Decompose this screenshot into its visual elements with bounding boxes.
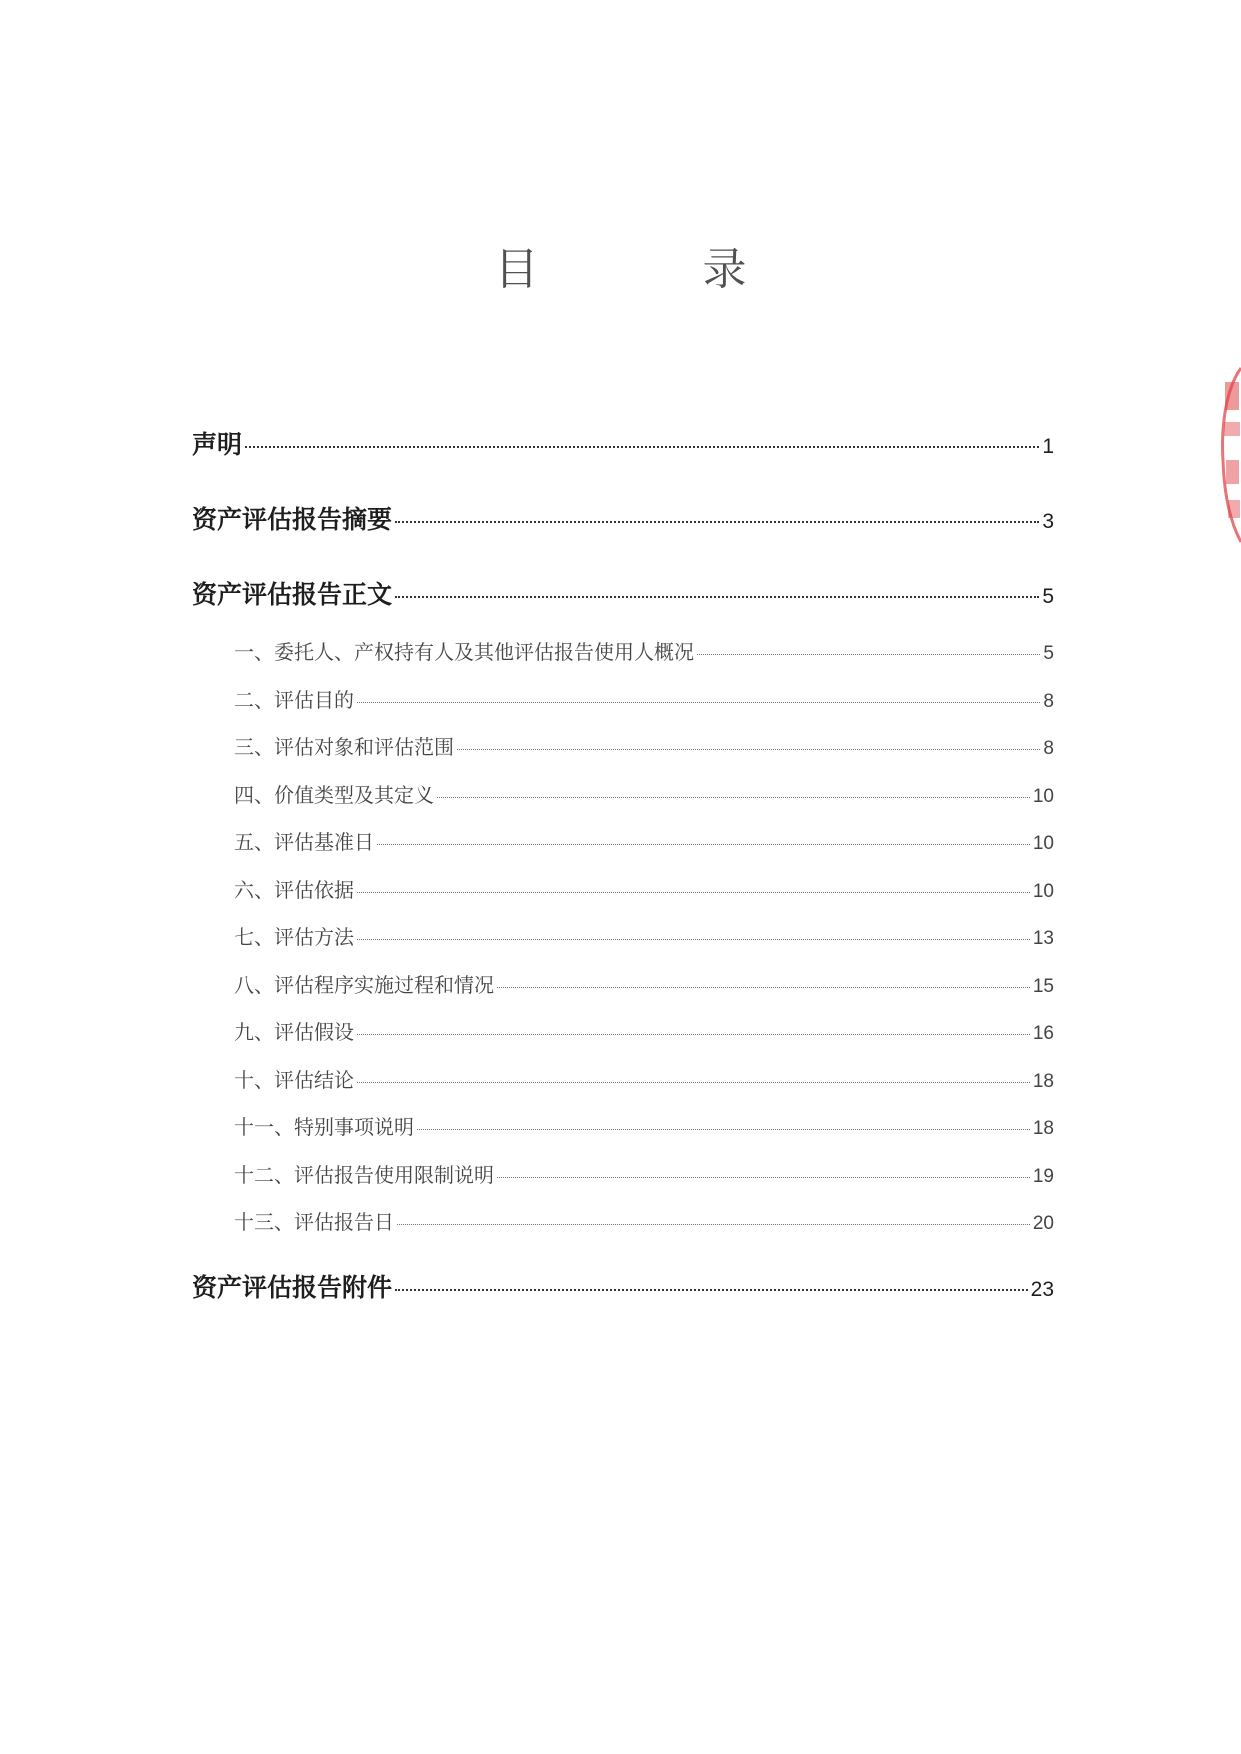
toc-subentry[interactable]	[234, 1111, 1054, 1140]
toc-subentry-label: 二、评估目的	[234, 688, 354, 712]
dot-leader	[497, 1177, 1030, 1178]
toc-subentry-label: 十二、评估报告使用限制说明	[234, 1163, 494, 1187]
toc-subentry-page: 8	[1043, 691, 1054, 712]
toc-subentry[interactable]	[234, 731, 1054, 760]
toc-entry-main-text[interactable]	[192, 575, 1054, 611]
toc-subentry-label: 一、委托人、产权持有人及其他评估报告使用人概况	[234, 640, 694, 664]
toc-subentry[interactable]	[234, 1206, 1054, 1235]
dot-leader	[437, 797, 1030, 798]
toc-subentry[interactable]	[234, 684, 1054, 713]
dot-leader	[497, 987, 1030, 988]
toc-entry-label: 资产评估报告正文	[192, 580, 393, 609]
dot-leader	[395, 596, 1039, 598]
toc-subentry-page: 20	[1032, 1213, 1054, 1234]
toc-entry-attachments[interactable]	[192, 1268, 1054, 1304]
toc-subentry[interactable]	[234, 921, 1054, 950]
toc-subentry[interactable]	[234, 826, 1054, 855]
toc-subentry[interactable]	[234, 1064, 1054, 1093]
dot-leader	[395, 1289, 1028, 1291]
dot-leader	[397, 1224, 1030, 1225]
toc-subentry-label: 九、评估假设	[234, 1020, 354, 1044]
toc-subentry[interactable]	[234, 874, 1054, 903]
dot-leader	[357, 1082, 1030, 1083]
toc-subentry-label: 七、评估方法	[234, 925, 354, 949]
toc-entry-page: 3	[1042, 510, 1054, 533]
dot-leader	[357, 892, 1030, 893]
dot-leader	[357, 1034, 1030, 1035]
toc-subentry-page: 8	[1043, 738, 1054, 759]
toc-subentry-label: 十一、特别事项说明	[234, 1115, 414, 1139]
toc-subentry[interactable]	[234, 969, 1054, 998]
dot-leader	[395, 521, 1039, 523]
toc-entry-page: 23	[1030, 1278, 1054, 1301]
toc-subentry-label: 十三、评估报告日	[234, 1210, 394, 1234]
toc-subentry-page: 10	[1032, 881, 1054, 902]
toc-subentry[interactable]	[234, 636, 1054, 665]
toc-entry-label: 声明	[192, 430, 243, 459]
dot-leader	[357, 939, 1030, 940]
toc-entry-summary[interactable]	[192, 500, 1054, 536]
toc-subentry-label: 八、评估程序实施过程和情况	[234, 973, 494, 997]
toc-subentry-page: 18	[1032, 1118, 1054, 1139]
toc-entry-label: 资产评估报告附件	[192, 1273, 393, 1302]
red-seal-fragment	[1219, 360, 1241, 550]
toc-subentry-label: 五、评估基准日	[234, 830, 374, 854]
toc-subentry-page: 19	[1032, 1166, 1054, 1187]
toc-subentry-page: 10	[1032, 833, 1054, 854]
toc-entry-page: 5	[1042, 585, 1054, 608]
toc-subentry-label: 三、评估对象和评估范围	[234, 735, 454, 759]
toc-entry-statement[interactable]	[192, 425, 1054, 461]
dot-leader	[417, 1129, 1030, 1130]
toc-subentry[interactable]	[234, 1016, 1054, 1045]
toc-subentry-page: 16	[1032, 1023, 1054, 1044]
dot-leader	[245, 446, 1039, 448]
toc-subentry-label: 四、价值类型及其定义	[234, 783, 434, 807]
dot-leader	[357, 702, 1040, 703]
dot-leader	[697, 654, 1040, 655]
toc-subentry[interactable]	[234, 779, 1054, 808]
toc-subentry-page: 18	[1032, 1071, 1054, 1092]
toc-subentry-page: 5	[1043, 643, 1054, 664]
toc-subentry-page: 15	[1032, 976, 1054, 997]
toc-subentry-page: 13	[1032, 928, 1054, 949]
page-title: 目 录	[494, 244, 807, 295]
toc-subentry-label: 十、评估结论	[234, 1068, 354, 1092]
toc-subentry-page: 10	[1032, 786, 1054, 807]
dot-leader	[377, 844, 1030, 845]
toc-entry-label: 资产评估报告摘要	[192, 505, 393, 534]
toc-subentry[interactable]	[234, 1159, 1054, 1188]
toc-entry-page: 1	[1042, 435, 1054, 458]
toc-subentry-label: 六、评估依据	[234, 878, 354, 902]
dot-leader	[457, 749, 1040, 750]
